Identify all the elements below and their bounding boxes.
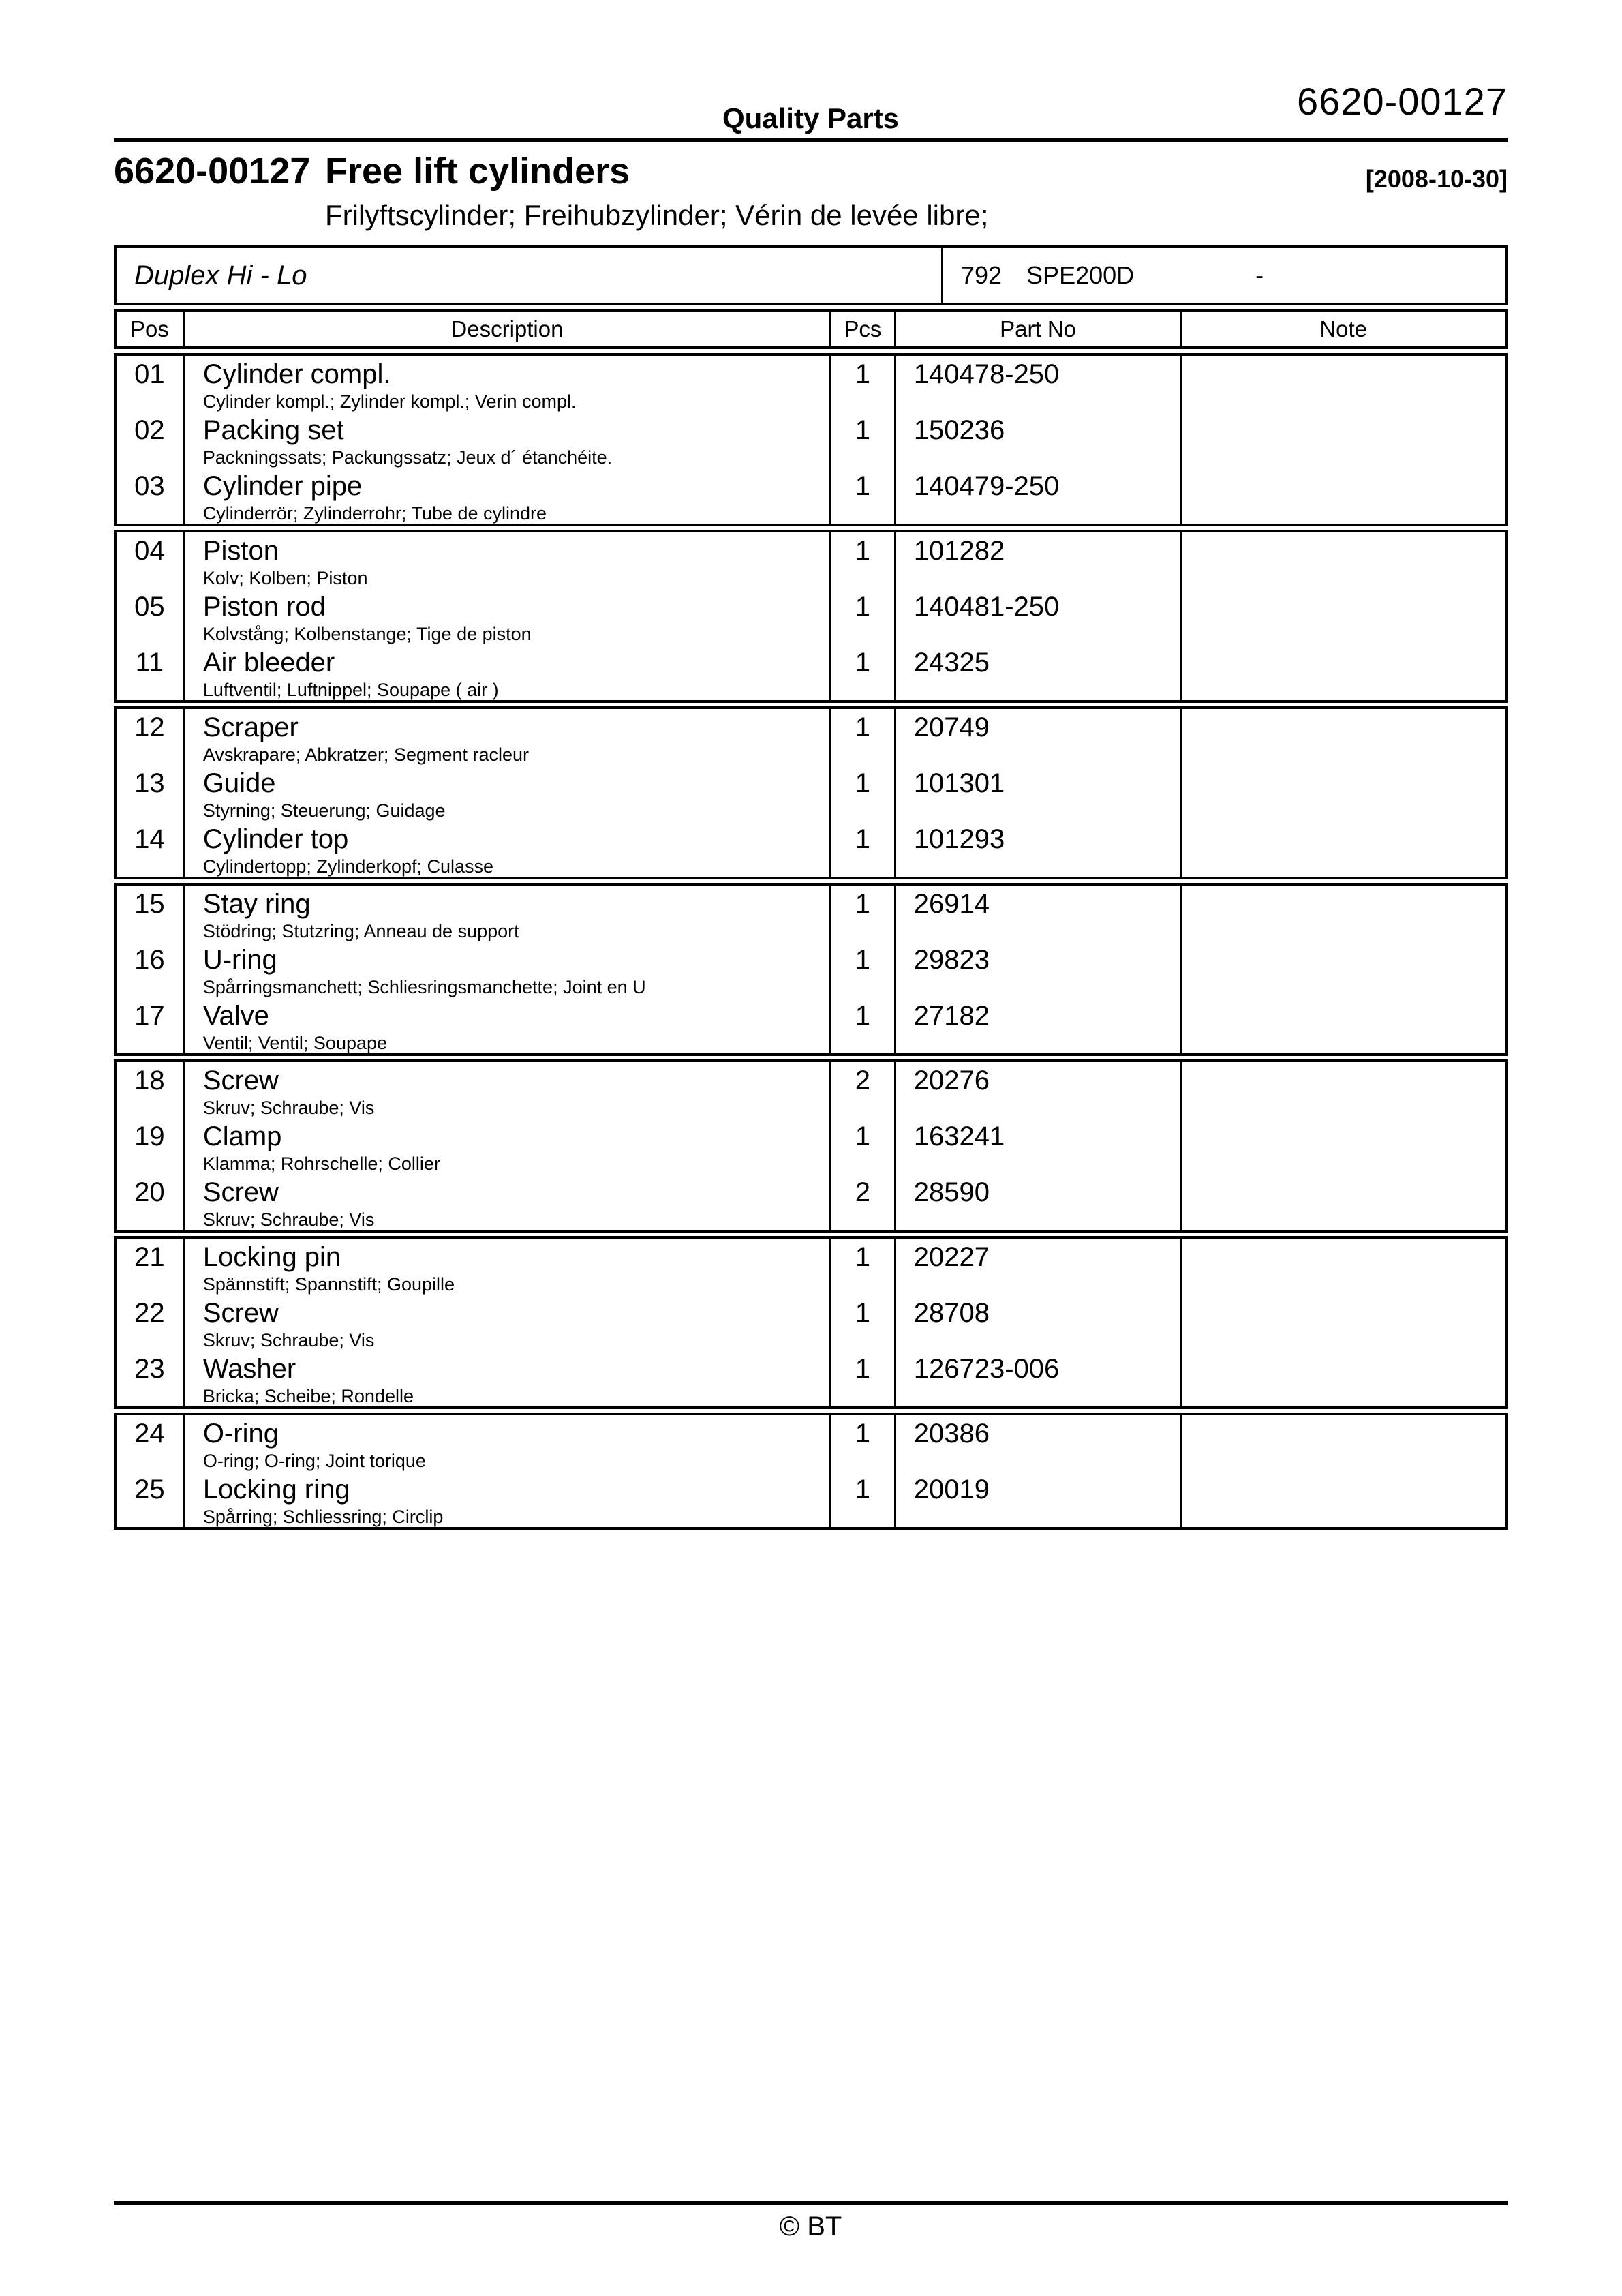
column-header-part-no: Part No [896,312,1182,346]
part-no-cell: 26914 [896,886,1182,941]
table-row [117,765,1505,821]
pcs-cell: 1 [831,1350,896,1406]
column-header-row [114,309,1508,349]
row-group [114,1413,1508,1530]
note-cell [1182,532,1505,588]
table-row [117,1118,1505,1174]
part-no-cell: 20227 [896,1239,1182,1295]
model-code: 792 [960,261,1003,289]
description-translations: Luftventil; Luftnippel; Soupape ( air ) [202,680,499,700]
description-cell [185,941,831,997]
header-brand-title: Quality Parts [722,102,900,134]
pcs-cell: 1 [831,1415,896,1471]
description-cell [185,765,831,821]
description-text: Scraper [202,712,299,742]
table-row [117,997,1505,1053]
description-text: O-ring [202,1419,279,1449]
pos-cell: 25 [117,1471,185,1527]
description-translations: Packningssats; Packungssatz; Jeux d´ étanchéite. [202,447,613,468]
pcs-cell: 1 [831,997,896,1053]
description-cell [185,997,831,1053]
description-cell [185,1118,831,1174]
description-translations: Spårring; Schliessring; Circlip [202,1507,444,1527]
part-no-cell: 140481-250 [896,588,1182,644]
column-header-pos: Pos [117,312,185,346]
description-cell [185,356,831,412]
table-row [117,1062,1505,1118]
part-no-cell: 27182 [896,997,1182,1053]
pcs-cell: 1 [831,1471,896,1527]
part-no-cell: 20019 [896,1471,1182,1527]
column-header-description: Description [185,312,831,346]
description-text: Piston [202,536,279,566]
description-text: Clamp [202,1121,282,1151]
part-no-cell: 140478-250 [896,356,1182,412]
pos-cell: 04 [117,532,185,588]
pcs-cell: 1 [831,821,896,877]
description-translations: Kolvstång; Kolbenstange; Tige de piston [202,624,532,644]
description-translations: Cylindertopp; Zylinderkopf; Culasse [202,856,494,877]
note-cell [1182,1415,1505,1471]
table-row [117,1471,1505,1527]
description-translations: Kolv; Kolben; Piston [202,568,368,588]
pos-cell: 19 [117,1118,185,1174]
model-header-row [114,245,1508,305]
table-row [117,356,1505,412]
note-cell [1182,765,1505,821]
note-cell [1182,1350,1505,1406]
description-text: Locking pin [202,1242,341,1272]
model-info [941,248,1505,303]
pcs-cell: 1 [831,588,896,644]
description-translations: Avskrapare; Abkratzer; Segment racleur [202,744,530,765]
pos-cell: 05 [117,588,185,644]
model-name: Duplex Hi - Lo [134,260,307,290]
description-translations: Cylinderrör; Zylinderrohr; Tube de cylindre [202,503,547,524]
note-cell [1182,821,1505,877]
row-group [114,1236,1508,1409]
pos-cell: 23 [117,1350,185,1406]
pos-cell: 24 [117,1415,185,1471]
row-group [114,353,1508,526]
description-translations: Styrning; Steuerung; Guidage [202,800,446,821]
note-cell [1182,644,1505,700]
description-cell [185,1295,831,1350]
pos-cell: 03 [117,468,185,524]
page-title: Free lift cylinders [325,151,630,192]
column-header-note: Note [1319,316,1368,342]
footer-copyright: © BT [779,2211,842,2241]
table-row [117,468,1505,524]
description-translations: Klamma; Rohrschelle; Collier [202,1153,440,1174]
description-text: Stay ring [202,889,311,919]
description-cell [185,1239,831,1295]
description-text: Packing set [202,415,344,445]
note-cell [1182,412,1505,468]
description-translations: Ventil; Ventil; Soupape [202,1033,388,1053]
description-cell [185,709,831,765]
pcs-cell: 1 [831,886,896,941]
pcs-cell: 1 [831,765,896,821]
description-text: Cylinder pipe [202,471,363,501]
note-cell [1182,886,1505,941]
table-row [117,709,1505,765]
part-no-cell: 29823 [896,941,1182,997]
description-cell [185,468,831,524]
description-translations: Skruv; Schraube; Vis [202,1330,375,1350]
table-row [117,1350,1505,1406]
row-group [114,530,1508,703]
pcs-cell: 1 [831,356,896,412]
description-cell [185,1415,831,1471]
note-cell [1182,997,1505,1053]
part-no-cell: 101293 [896,821,1182,877]
note-cell [1182,1471,1505,1527]
note-cell [1182,1174,1505,1230]
description-text: Valve [202,1001,269,1031]
pos-cell: 16 [117,941,185,997]
description-translations: Stödring; Stutzring; Anneau de support [202,921,519,941]
pcs-cell: 1 [831,1295,896,1350]
note-cell [1182,1118,1505,1174]
part-no-cell: 140479-250 [896,468,1182,524]
note-cell [1182,1239,1505,1295]
description-text: Screw [202,1066,279,1096]
pos-cell: 14 [117,821,185,877]
description-text: Locking ring [202,1475,350,1505]
pos-cell: 13 [117,765,185,821]
description-cell [185,821,831,877]
table-row [117,1174,1505,1230]
part-no-cell: 24325 [896,644,1182,700]
pcs-cell: 1 [831,1118,896,1174]
description-text: Washer [202,1354,296,1384]
part-no-cell: 20276 [896,1062,1182,1118]
note-cell [1182,709,1505,765]
model-designation: SPE200D [1026,261,1135,289]
description-text: Piston rod [202,592,326,622]
description-translations: Bricka; Scheibe; Rondelle [202,1386,414,1406]
description-cell [185,1174,831,1230]
table-row [117,1295,1505,1350]
note-cell [1182,941,1505,997]
pcs-cell: 1 [831,412,896,468]
pcs-cell: 1 [831,532,896,588]
pcs-cell: 1 [831,1239,896,1295]
description-cell [185,886,831,941]
pos-cell: 15 [117,886,185,941]
table-row [117,588,1505,644]
pos-cell: 01 [117,356,185,412]
note-cell [1182,1295,1505,1350]
part-no-cell: 28708 [896,1295,1182,1350]
table-row [117,1239,1505,1295]
description-cell [185,1350,831,1406]
note-cell [1182,468,1505,524]
description-text: U-ring [202,945,277,975]
pos-cell: 12 [117,709,185,765]
pcs-cell: 2 [831,1174,896,1230]
table-row [117,412,1505,468]
note-cell [1182,588,1505,644]
pcs-cell: 1 [831,709,896,765]
title-number: 6620-00127 [114,151,311,192]
footer-rule [114,2201,1508,2205]
description-text: Screw [202,1298,279,1328]
description-text: Guide [202,768,276,798]
part-no-cell: 163241 [896,1118,1182,1174]
pcs-cell: 1 [831,468,896,524]
part-no-cell: 101282 [896,532,1182,588]
pos-cell: 21 [117,1239,185,1295]
pos-cell: 20 [117,1174,185,1230]
pos-cell: 17 [117,997,185,1053]
pcs-cell: 1 [831,941,896,997]
pos-cell: 02 [117,412,185,468]
part-no-cell: 101301 [896,765,1182,821]
pos-cell: 18 [117,1062,185,1118]
description-cell [185,532,831,588]
description-cell [185,588,831,644]
note-cell [1182,1062,1505,1118]
description-cell [185,644,831,700]
model-dash: - [1255,261,1264,289]
pcs-cell: 1 [831,644,896,700]
description-translations: Spännstift; Spannstift; Goupille [202,1274,455,1295]
part-no-cell: 126723-006 [896,1350,1182,1406]
part-no-cell: 20386 [896,1415,1182,1471]
pos-cell: 11 [117,644,185,700]
header-doc-number: 6620-00127 [1297,80,1508,123]
description-translations: Spårringsmanchett; Schliesringsmanchette; Joint en U [202,977,646,997]
table-row [117,941,1505,997]
row-group [114,1059,1508,1233]
part-no-cell: 28590 [896,1174,1182,1230]
title-translations: Frilyftscylinder; Freihubzylinder; Vérin de levée libre; [325,199,989,231]
description-text: Air bleeder [202,648,335,678]
part-no-cell: 150236 [896,412,1182,468]
description-translations: O-ring; O-ring; Joint torique [202,1451,426,1471]
description-cell [185,412,831,468]
column-header-pcs: Pcs [831,312,896,346]
pos-cell: 22 [117,1295,185,1350]
description-text: Cylinder top [202,824,349,854]
row-group [114,883,1508,1056]
revision-date: [2008-10-30] [1365,165,1508,193]
table-row [117,886,1505,941]
description-translations: Skruv; Schraube; Vis [202,1209,375,1230]
row-group [114,706,1508,879]
table-body [114,353,1508,1530]
description-translations: Cylinder kompl.; Zylinder kompl.; Verin compl. [202,391,577,412]
note-cell [1182,356,1505,412]
description-cell [185,1062,831,1118]
parts-table [114,245,1508,1530]
description-translations: Skruv; Schraube; Vis [202,1098,375,1118]
table-row [117,1415,1505,1471]
header-rule [114,138,1508,142]
pcs-cell: 2 [831,1062,896,1118]
description-text: Screw [202,1177,279,1207]
part-no-cell: 20749 [896,709,1182,765]
table-row [117,821,1505,877]
table-row [117,644,1505,700]
table-row [117,532,1505,588]
description-cell [185,1471,831,1527]
title-block [114,150,1508,191]
description-text: Cylinder compl. [202,359,391,389]
